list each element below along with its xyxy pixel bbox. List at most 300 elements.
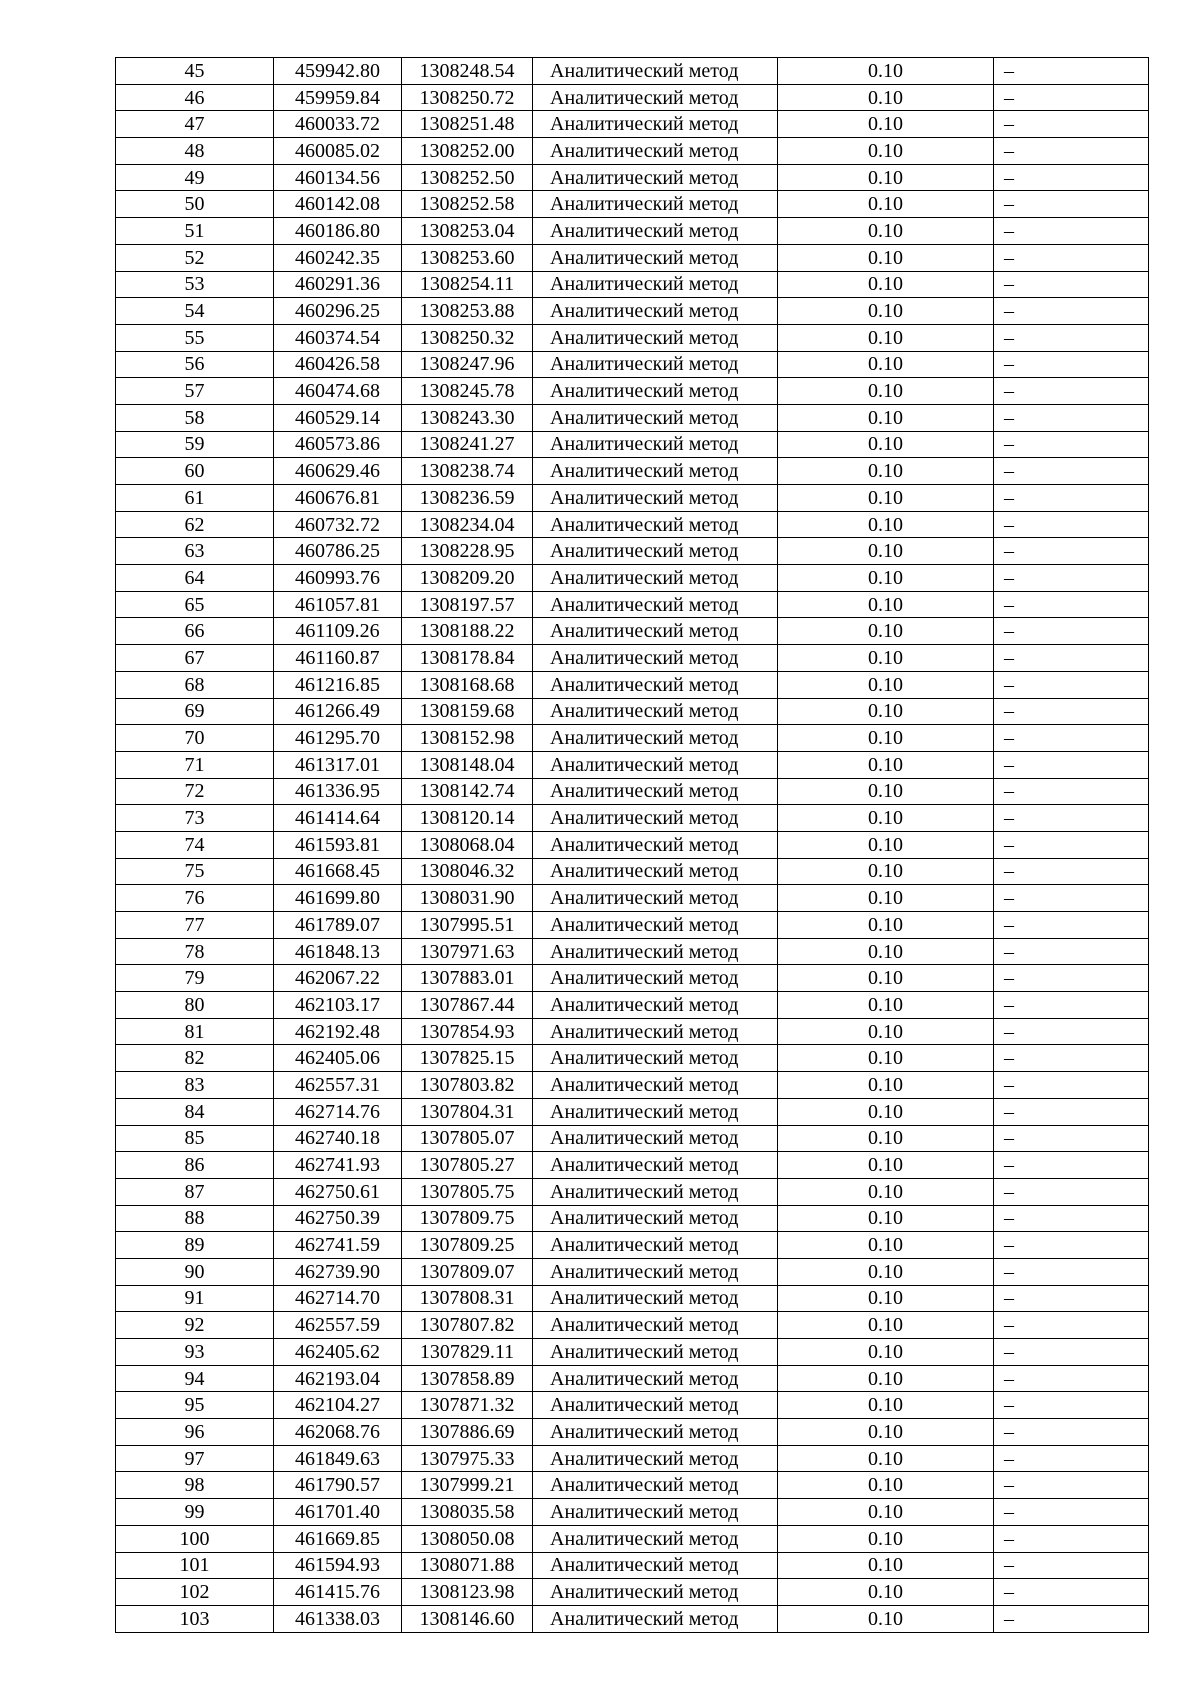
x-coordinate-cell: 462750.39	[274, 1205, 402, 1232]
table-row	[116, 431, 1149, 458]
description-cell: –	[994, 1472, 1149, 1499]
x-coordinate-cell: 462104.27	[274, 1392, 402, 1419]
point-number-cell: 82	[116, 1045, 274, 1072]
description-cell: –	[994, 1392, 1149, 1419]
y-coordinate-cell: 1307809.07	[402, 1258, 533, 1285]
x-coordinate-cell: 462192.48	[274, 1018, 402, 1045]
method-cell: Аналитический метод	[533, 751, 778, 778]
accuracy-cell: 0.10	[778, 191, 994, 218]
description-cell: –	[994, 618, 1149, 645]
method-cell: Аналитический метод	[533, 1605, 778, 1632]
method-cell: Аналитический метод	[533, 271, 778, 298]
x-coordinate-cell: 461849.63	[274, 1445, 402, 1472]
x-coordinate-cell: 462405.62	[274, 1339, 402, 1366]
y-coordinate-cell: 1308250.72	[402, 84, 533, 111]
accuracy-cell: 0.10	[778, 751, 994, 778]
description-cell: –	[994, 831, 1149, 858]
point-number-cell: 66	[116, 618, 274, 645]
method-cell: Аналитический метод	[533, 1098, 778, 1125]
x-coordinate-cell: 462068.76	[274, 1419, 402, 1446]
accuracy-cell: 0.10	[778, 244, 994, 271]
point-number-cell: 59	[116, 431, 274, 458]
table-row	[116, 458, 1149, 485]
y-coordinate-cell: 1308071.88	[402, 1552, 533, 1579]
table-row	[116, 1152, 1149, 1179]
y-coordinate-cell: 1307858.89	[402, 1365, 533, 1392]
x-coordinate-cell: 462067.22	[274, 965, 402, 992]
accuracy-cell: 0.10	[778, 618, 994, 645]
description-cell: –	[994, 992, 1149, 1019]
accuracy-cell: 0.10	[778, 1339, 994, 1366]
method-cell: Аналитический метод	[533, 565, 778, 592]
description-cell: –	[994, 778, 1149, 805]
y-coordinate-cell: 1308247.96	[402, 351, 533, 378]
accuracy-cell: 0.10	[778, 1125, 994, 1152]
y-coordinate-cell: 1307971.63	[402, 938, 533, 965]
y-coordinate-cell: 1307854.93	[402, 1018, 533, 1045]
description-cell: –	[994, 645, 1149, 672]
description-cell: –	[994, 1072, 1149, 1099]
table-row	[116, 111, 1149, 138]
y-coordinate-cell: 1308068.04	[402, 831, 533, 858]
description-cell: –	[994, 378, 1149, 405]
point-number-cell: 79	[116, 965, 274, 992]
description-cell: –	[994, 1605, 1149, 1632]
x-coordinate-cell: 462557.59	[274, 1312, 402, 1339]
x-coordinate-cell: 461266.49	[274, 698, 402, 725]
table-row	[116, 1285, 1149, 1312]
y-coordinate-cell: 1307808.31	[402, 1285, 533, 1312]
method-cell: Аналитический метод	[533, 351, 778, 378]
description-cell: –	[994, 1018, 1149, 1045]
table-row	[116, 778, 1149, 805]
x-coordinate-cell: 462714.70	[274, 1285, 402, 1312]
description-cell: –	[994, 591, 1149, 618]
point-number-cell: 53	[116, 271, 274, 298]
point-number-cell: 54	[116, 298, 274, 325]
description-cell: –	[994, 1419, 1149, 1446]
point-number-cell: 98	[116, 1472, 274, 1499]
accuracy-cell: 0.10	[778, 1285, 994, 1312]
accuracy-cell: 0.10	[778, 1552, 994, 1579]
x-coordinate-cell: 461414.64	[274, 805, 402, 832]
point-number-cell: 70	[116, 725, 274, 752]
y-coordinate-cell: 1308248.54	[402, 58, 533, 85]
method-cell: Аналитический метод	[533, 164, 778, 191]
method-cell: Аналитический метод	[533, 1312, 778, 1339]
y-coordinate-cell: 1308252.58	[402, 191, 533, 218]
x-coordinate-cell: 461669.85	[274, 1525, 402, 1552]
table-row	[116, 351, 1149, 378]
point-number-cell: 69	[116, 698, 274, 725]
x-coordinate-cell: 460629.46	[274, 458, 402, 485]
point-number-cell: 89	[116, 1232, 274, 1259]
table-row	[116, 1419, 1149, 1446]
x-coordinate-cell: 462740.18	[274, 1125, 402, 1152]
description-cell: –	[994, 244, 1149, 271]
accuracy-cell: 0.10	[778, 912, 994, 939]
method-cell: Аналитический метод	[533, 1045, 778, 1072]
accuracy-cell: 0.10	[778, 1445, 994, 1472]
x-coordinate-cell: 461295.70	[274, 725, 402, 752]
point-number-cell: 68	[116, 671, 274, 698]
accuracy-cell: 0.10	[778, 858, 994, 885]
table-row	[116, 1525, 1149, 1552]
y-coordinate-cell: 1307804.31	[402, 1098, 533, 1125]
accuracy-cell: 0.10	[778, 324, 994, 351]
y-coordinate-cell: 1308146.60	[402, 1605, 533, 1632]
accuracy-cell: 0.10	[778, 831, 994, 858]
table-row	[116, 404, 1149, 431]
table-row	[116, 485, 1149, 512]
point-number-cell: 95	[116, 1392, 274, 1419]
description-cell: –	[994, 805, 1149, 832]
table-row	[116, 218, 1149, 245]
table-row	[116, 511, 1149, 538]
point-number-cell: 61	[116, 485, 274, 512]
table-row	[116, 1605, 1149, 1632]
table-row	[116, 1258, 1149, 1285]
accuracy-cell: 0.10	[778, 1232, 994, 1259]
table-row	[116, 1018, 1149, 1045]
description-cell: –	[994, 218, 1149, 245]
accuracy-cell: 0.10	[778, 1178, 994, 1205]
y-coordinate-cell: 1308209.20	[402, 565, 533, 592]
method-cell: Аналитический метод	[533, 244, 778, 271]
y-coordinate-cell: 1308243.30	[402, 404, 533, 431]
accuracy-cell: 0.10	[778, 458, 994, 485]
table-row	[116, 1339, 1149, 1366]
accuracy-cell: 0.10	[778, 111, 994, 138]
accuracy-cell: 0.10	[778, 164, 994, 191]
description-cell: –	[994, 1125, 1149, 1152]
accuracy-cell: 0.10	[778, 1045, 994, 1072]
description-cell: –	[994, 138, 1149, 165]
point-number-cell: 86	[116, 1152, 274, 1179]
y-coordinate-cell: 1308228.95	[402, 538, 533, 565]
table-row	[116, 1499, 1149, 1526]
description-cell: –	[994, 1365, 1149, 1392]
accuracy-cell: 0.10	[778, 218, 994, 245]
accuracy-cell: 0.10	[778, 1499, 994, 1526]
accuracy-cell: 0.10	[778, 645, 994, 672]
description-cell: –	[994, 351, 1149, 378]
x-coordinate-cell: 461668.45	[274, 858, 402, 885]
accuracy-cell: 0.10	[778, 1072, 994, 1099]
description-cell: –	[994, 271, 1149, 298]
method-cell: Аналитический метод	[533, 938, 778, 965]
table-row	[116, 1178, 1149, 1205]
x-coordinate-cell: 461338.03	[274, 1605, 402, 1632]
table-row	[116, 618, 1149, 645]
y-coordinate-cell: 1308238.74	[402, 458, 533, 485]
table-row	[116, 1579, 1149, 1606]
method-cell: Аналитический метод	[533, 1232, 778, 1259]
accuracy-cell: 0.10	[778, 992, 994, 1019]
method-cell: Аналитический метод	[533, 378, 778, 405]
x-coordinate-cell: 460993.76	[274, 565, 402, 592]
method-cell: Аналитический метод	[533, 1285, 778, 1312]
method-cell: Аналитический метод	[533, 805, 778, 832]
accuracy-cell: 0.10	[778, 298, 994, 325]
table-row	[116, 671, 1149, 698]
coordinates-table	[115, 57, 1149, 1633]
point-number-cell: 64	[116, 565, 274, 592]
description-cell: –	[994, 111, 1149, 138]
description-cell: –	[994, 84, 1149, 111]
description-cell: –	[994, 1339, 1149, 1366]
x-coordinate-cell: 460732.72	[274, 511, 402, 538]
description-cell: –	[994, 1445, 1149, 1472]
description-cell: –	[994, 1499, 1149, 1526]
method-cell: Аналитический метод	[533, 1365, 778, 1392]
point-number-cell: 84	[116, 1098, 274, 1125]
x-coordinate-cell: 461317.01	[274, 751, 402, 778]
x-coordinate-cell: 460085.02	[274, 138, 402, 165]
method-cell: Аналитический метод	[533, 1205, 778, 1232]
method-cell: Аналитический метод	[533, 965, 778, 992]
accuracy-cell: 0.10	[778, 591, 994, 618]
table-row	[116, 1445, 1149, 1472]
x-coordinate-cell: 459942.80	[274, 58, 402, 85]
table-row	[116, 992, 1149, 1019]
x-coordinate-cell: 460529.14	[274, 404, 402, 431]
method-cell: Аналитический метод	[533, 992, 778, 1019]
y-coordinate-cell: 1307807.82	[402, 1312, 533, 1339]
method-cell: Аналитический метод	[533, 1018, 778, 1045]
description-cell: –	[994, 1525, 1149, 1552]
description-cell: –	[994, 1098, 1149, 1125]
table-row	[116, 912, 1149, 939]
accuracy-cell: 0.10	[778, 1472, 994, 1499]
accuracy-cell: 0.10	[778, 431, 994, 458]
point-number-cell: 83	[116, 1072, 274, 1099]
y-coordinate-cell: 1308035.58	[402, 1499, 533, 1526]
point-number-cell: 67	[116, 645, 274, 672]
y-coordinate-cell: 1307803.82	[402, 1072, 533, 1099]
y-coordinate-cell: 1307886.69	[402, 1419, 533, 1446]
description-cell: –	[994, 938, 1149, 965]
table-row	[116, 378, 1149, 405]
y-coordinate-cell: 1308050.08	[402, 1525, 533, 1552]
x-coordinate-cell: 460573.86	[274, 431, 402, 458]
method-cell: Аналитический метод	[533, 725, 778, 752]
method-cell: Аналитический метод	[533, 404, 778, 431]
y-coordinate-cell: 1308253.60	[402, 244, 533, 271]
description-cell: –	[994, 885, 1149, 912]
method-cell: Аналитический метод	[533, 1552, 778, 1579]
point-number-cell: 71	[116, 751, 274, 778]
y-coordinate-cell: 1308120.14	[402, 805, 533, 832]
point-number-cell: 88	[116, 1205, 274, 1232]
accuracy-cell: 0.10	[778, 1152, 994, 1179]
accuracy-cell: 0.10	[778, 805, 994, 832]
description-cell: –	[994, 191, 1149, 218]
point-number-cell: 52	[116, 244, 274, 271]
y-coordinate-cell: 1308234.04	[402, 511, 533, 538]
method-cell: Аналитический метод	[533, 885, 778, 912]
point-number-cell: 73	[116, 805, 274, 832]
x-coordinate-cell: 460374.54	[274, 324, 402, 351]
description-cell: –	[994, 1258, 1149, 1285]
point-number-cell: 56	[116, 351, 274, 378]
x-coordinate-cell: 462750.61	[274, 1178, 402, 1205]
method-cell: Аналитический метод	[533, 111, 778, 138]
table-row	[116, 805, 1149, 832]
method-cell: Аналитический метод	[533, 645, 778, 672]
accuracy-cell: 0.10	[778, 965, 994, 992]
table-row	[116, 591, 1149, 618]
point-number-cell: 85	[116, 1125, 274, 1152]
method-cell: Аналитический метод	[533, 1178, 778, 1205]
description-cell: –	[994, 1205, 1149, 1232]
method-cell: Аналитический метод	[533, 1125, 778, 1152]
x-coordinate-cell: 460426.58	[274, 351, 402, 378]
method-cell: Аналитический метод	[533, 1525, 778, 1552]
description-cell: –	[994, 1579, 1149, 1606]
point-number-cell: 96	[116, 1419, 274, 1446]
y-coordinate-cell: 1307975.33	[402, 1445, 533, 1472]
accuracy-cell: 0.10	[778, 351, 994, 378]
x-coordinate-cell: 462193.04	[274, 1365, 402, 1392]
y-coordinate-cell: 1307867.44	[402, 992, 533, 1019]
table-row	[116, 858, 1149, 885]
table-row	[116, 725, 1149, 752]
description-cell: –	[994, 565, 1149, 592]
y-coordinate-cell: 1308046.32	[402, 858, 533, 885]
table-row	[116, 885, 1149, 912]
y-coordinate-cell: 1307805.75	[402, 1178, 533, 1205]
x-coordinate-cell: 461415.76	[274, 1579, 402, 1606]
table-row	[116, 1072, 1149, 1099]
point-number-cell: 57	[116, 378, 274, 405]
x-coordinate-cell: 461594.93	[274, 1552, 402, 1579]
point-number-cell: 100	[116, 1525, 274, 1552]
accuracy-cell: 0.10	[778, 1365, 994, 1392]
point-number-cell: 87	[116, 1178, 274, 1205]
y-coordinate-cell: 1308236.59	[402, 485, 533, 512]
table-row	[116, 138, 1149, 165]
point-number-cell: 49	[116, 164, 274, 191]
accuracy-cell: 0.10	[778, 1098, 994, 1125]
point-number-cell: 90	[116, 1258, 274, 1285]
method-cell: Аналитический метод	[533, 1072, 778, 1099]
accuracy-cell: 0.10	[778, 1392, 994, 1419]
method-cell: Аналитический метод	[533, 138, 778, 165]
point-number-cell: 62	[116, 511, 274, 538]
table-row	[116, 698, 1149, 725]
table-row	[116, 1365, 1149, 1392]
method-cell: Аналитический метод	[533, 778, 778, 805]
method-cell: Аналитический метод	[533, 618, 778, 645]
method-cell: Аналитический метод	[533, 1392, 778, 1419]
point-number-cell: 65	[116, 591, 274, 618]
table-row	[116, 938, 1149, 965]
y-coordinate-cell: 1308148.04	[402, 751, 533, 778]
description-cell: –	[994, 58, 1149, 85]
y-coordinate-cell: 1307999.21	[402, 1472, 533, 1499]
description-cell: –	[994, 698, 1149, 725]
point-number-cell: 101	[116, 1552, 274, 1579]
x-coordinate-cell: 462103.17	[274, 992, 402, 1019]
table-row	[116, 84, 1149, 111]
point-number-cell: 77	[116, 912, 274, 939]
accuracy-cell: 0.10	[778, 1605, 994, 1632]
coordinates-table-body	[116, 58, 1149, 1633]
x-coordinate-cell: 461057.81	[274, 591, 402, 618]
description-cell: –	[994, 404, 1149, 431]
table-row	[116, 1098, 1149, 1125]
x-coordinate-cell: 461336.95	[274, 778, 402, 805]
table-row	[116, 298, 1149, 325]
x-coordinate-cell: 461160.87	[274, 645, 402, 672]
table-row	[116, 271, 1149, 298]
x-coordinate-cell: 462739.90	[274, 1258, 402, 1285]
x-coordinate-cell: 462405.06	[274, 1045, 402, 1072]
point-number-cell: 47	[116, 111, 274, 138]
point-number-cell: 94	[116, 1365, 274, 1392]
accuracy-cell: 0.10	[778, 1419, 994, 1446]
x-coordinate-cell: 461701.40	[274, 1499, 402, 1526]
accuracy-cell: 0.10	[778, 671, 994, 698]
description-cell: –	[994, 1285, 1149, 1312]
y-coordinate-cell: 1308188.22	[402, 618, 533, 645]
description-cell: –	[994, 858, 1149, 885]
point-number-cell: 93	[116, 1339, 274, 1366]
method-cell: Аналитический метод	[533, 458, 778, 485]
table-row	[116, 244, 1149, 271]
x-coordinate-cell: 460786.25	[274, 538, 402, 565]
y-coordinate-cell: 1308241.27	[402, 431, 533, 458]
description-cell: –	[994, 1045, 1149, 1072]
x-coordinate-cell: 462557.31	[274, 1072, 402, 1099]
table-row	[116, 324, 1149, 351]
description-cell: –	[994, 1312, 1149, 1339]
accuracy-cell: 0.10	[778, 698, 994, 725]
point-number-cell: 91	[116, 1285, 274, 1312]
accuracy-cell: 0.10	[778, 511, 994, 538]
table-row	[116, 1232, 1149, 1259]
method-cell: Аналитический метод	[533, 485, 778, 512]
y-coordinate-cell: 1307829.11	[402, 1339, 533, 1366]
method-cell: Аналитический метод	[533, 858, 778, 885]
point-number-cell: 51	[116, 218, 274, 245]
accuracy-cell: 0.10	[778, 84, 994, 111]
y-coordinate-cell: 1308031.90	[402, 885, 533, 912]
description-cell: –	[994, 965, 1149, 992]
point-number-cell: 74	[116, 831, 274, 858]
accuracy-cell: 0.10	[778, 1525, 994, 1552]
x-coordinate-cell: 461789.07	[274, 912, 402, 939]
x-coordinate-cell: 460296.25	[274, 298, 402, 325]
method-cell: Аналитический метод	[533, 324, 778, 351]
x-coordinate-cell: 461790.57	[274, 1472, 402, 1499]
x-coordinate-cell: 460474.68	[274, 378, 402, 405]
point-number-cell: 81	[116, 1018, 274, 1045]
y-coordinate-cell: 1308254.11	[402, 271, 533, 298]
point-number-cell: 99	[116, 1499, 274, 1526]
x-coordinate-cell: 462714.76	[274, 1098, 402, 1125]
y-coordinate-cell: 1308253.88	[402, 298, 533, 325]
description-cell: –	[994, 751, 1149, 778]
description-cell: –	[994, 298, 1149, 325]
x-coordinate-cell: 460134.56	[274, 164, 402, 191]
table-row	[116, 1205, 1149, 1232]
method-cell: Аналитический метод	[533, 831, 778, 858]
point-number-cell: 97	[116, 1445, 274, 1472]
point-number-cell: 46	[116, 84, 274, 111]
method-cell: Аналитический метод	[533, 591, 778, 618]
